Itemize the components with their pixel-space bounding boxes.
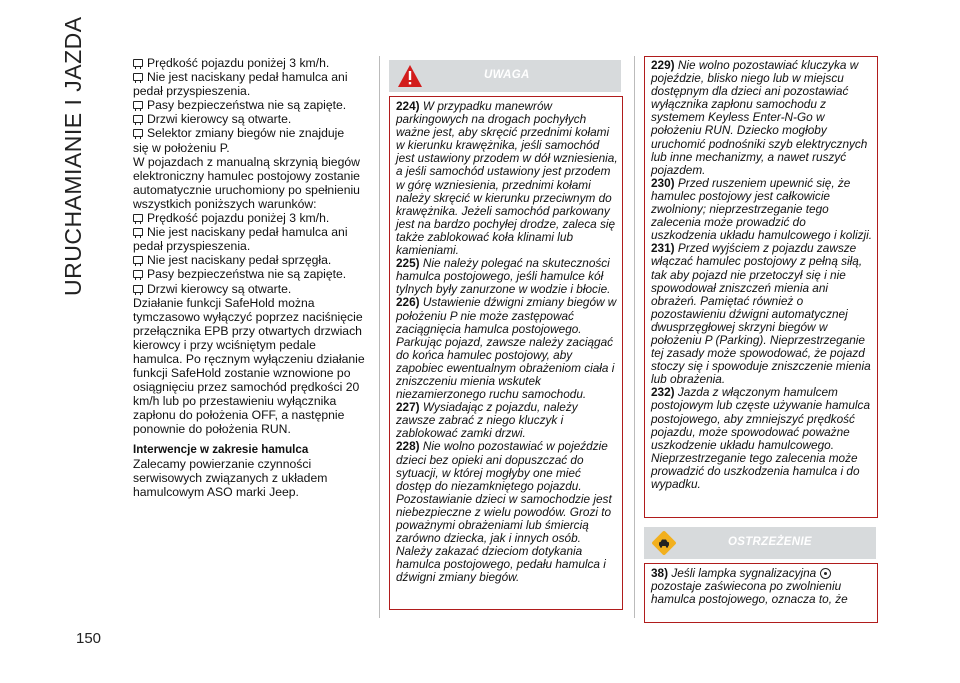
warning-triangle-icon	[397, 64, 423, 88]
list-item: Prędkość pojazdu poniżej 3 km/h.	[133, 211, 368, 225]
list-item: Prędkość pojazdu poniżej 3 km/h.	[133, 56, 368, 70]
brake-warning-light-icon	[820, 568, 831, 579]
warning-item: 226) Ustawienie dźwigni zmiany biegów w położeniu P nie może zastępować zaciągnięcia hamulca postojowego. Parkując pojazd, zawsze należy zaciągać do końca hamulec postojowy, aby zapobiec ewentualnym obrażeniom ciała i zniszczeniu mienia wskutek niezamierzonego ruchu samochodu.	[396, 295, 617, 402]
list-item: Pasy bezpieczeństwa nie są zapięte.	[133, 98, 368, 112]
paragraph-service: Zalecamy powierzanie czynności serwisowych związanych z układem hamulcowym ASO marki Jeep.	[133, 456, 328, 499]
bullet-icon	[133, 256, 143, 264]
warning-text	[396, 100, 618, 584]
list-item-continuation: się w położeniu P.	[133, 140, 230, 155]
main-text-column	[133, 56, 368, 499]
list-item: Nie jest naciskany pedał hamulca ani	[133, 225, 368, 239]
bullet-icon	[133, 285, 143, 293]
list-item: Nie jest naciskany pedał hamulca ani	[133, 70, 368, 84]
caution-text	[651, 567, 873, 606]
caution-title: OSTRZEŻENIE	[728, 536, 812, 548]
caution-item: 38) Jeśli lampka sygnalizacyjna pozostaje zaświecona po zwolnieniu hamulca postojowego, oznacza to, że	[651, 566, 848, 607]
list-item: Nie jest naciskany pedał sprzęgła.	[133, 253, 368, 267]
list-item: Selektor zmiany biegów nie znajduje	[133, 126, 368, 140]
warning-item: 231) Przed wyjściem z pojazdu zawsze włączać hamulec postojowy z pełną siłą, tak aby pojazd nie przetoczył się i nie spowodował zniszczeń mienia ani obrażeń. Pamiętać również o pozostawieniu dźwigni automatycznej dwusprzęgłowej skrzyni biegów w położeniu P (Parking). Nieprzestrzeganie tej zasady może spowodować, że pojazd stoczy się i spowoduje zniszczenie mienia lub obrażenia.	[651, 241, 871, 387]
side-section-title: URUCHAMIANIE I JAZDA	[60, 16, 86, 296]
list-item: Drzwi kierowcy są otwarte.	[133, 282, 368, 296]
warning-text-continued	[651, 59, 873, 491]
warning-item: 232) Jazda z włączonym hamulcem postojowym lub częste używanie hamulca postojowego, aby zmniejszyć prędkość pojazdu, może spowodować poważne uszkodzenie układu hamulcowego. Nieprzestrzeganie tego zalecenia może prowadzić do uszkodzenia hamulca i do wypadku.	[651, 385, 871, 491]
column-divider	[634, 56, 635, 618]
warning-title: UWAGA	[484, 69, 530, 81]
warning-header	[389, 60, 621, 92]
list-item: Drzwi kierowcy są otwarte.	[133, 112, 368, 126]
bullet-icon	[133, 73, 143, 81]
bullet-icon	[133, 270, 143, 278]
bullet-icon	[133, 129, 143, 137]
warning-item: 228) Nie wolno pozostawiać w pojeździe dzieci bez opieki ani dopuszczać do sytuacji, w której mogłyby one mieć dostęp do niezamkniętego pojazdu. Pozostawianie dzieci w samochodzie jest niebezpieczne z wielu powodów. Grozi to poważnymi obrażeniami lub śmiercią zarówno dziecka, jak i innych osób. Należy zakazać dzieciom dotykania hamulca postojowego, pedału hamulca i dźwigni zmiany biegów.	[396, 439, 612, 585]
list-item-continuation: pedał przyspieszenia.	[133, 239, 251, 254]
bullet-icon	[133, 101, 143, 109]
paragraph-manual-gearbox: W pojazdach z manualną skrzynią biegów elektroniczny hamulec postojowy zostanie automatycznie uruchomiony po spełnieniu wszystkich poniższych warunków:	[133, 154, 360, 211]
column-divider	[379, 56, 380, 618]
list-item: Pasy bezpieczeństwa nie są zapięte.	[133, 267, 368, 281]
list-item-continuation: pedał przyspieszenia.	[133, 84, 251, 99]
paragraph-safehold: Działanie funkcji SafeHold można tymczasowo wyłączyć poprzez naciśnięcie przełącznika EPB przy otwartych drzwiach kierowcy i przy wciśniętym pedale hamulca. Po ręcznym wyłączeniu działanie funkcji SafeHold zostanie wznowione po osiągnięciu przez samochód prędkości 20 km/h lub po przestawieniu wyłącznika zapłonu do położenia OFF, a następnie ponownie do położenia RUN.	[133, 295, 365, 437]
caution-car-icon	[652, 531, 676, 555]
warning-item: 227) Wysiadając z pojazdu, należy zawsze zabrać z niego kluczyk i zablokować zamki drzwi.	[396, 400, 578, 441]
bullet-icon	[133, 214, 143, 222]
bullet-icon	[133, 59, 143, 67]
warning-item: 225) Nie należy polegać na skuteczności hamulca postojowego, jeśli hamulce kół tylnych były zanurzone w wodzie i błocie.	[396, 256, 611, 297]
page-number: 150	[76, 630, 102, 647]
warning-item: 230) Przed ruszeniem upewnić się, że hamulec postojowy jest całkowicie zwolniony; nieprzestrzeganie tego zalecenia może prowadzić do uszkodzenia układu hamulcowego i kolizji.	[651, 175, 872, 243]
section-subheading: Interwencje w zakresie hamulca	[133, 442, 309, 456]
caution-header	[644, 527, 876, 559]
warning-item: 224) W przypadku manewrów parkingowych na drogach pochyłych ważne jest, aby skręcić przednimi kołami w kierunku krawężnika, jeśli samochód jest ustawiony przodem w dół wzniesienia, a jeśli samochód ustawiony jest przodem w górę wzniesienia, przednimi kołami należy skręcić w kierunku przeciwnym do krawężnika. Jeżeli samochód parkowany jest na bardzo pochyłej drodze, zaleca się także zablokować koła klinami lub kamieniami.	[396, 99, 618, 258]
warning-item: 229) Nie wolno pozostawiać kluczyka w pojeździe, blisko niego lub w miejscu dostępnym dla dzieci ani pozostawiać wyłącznika zapłonu samochodu z systemem Keyless Enter-N-Go w położeniu RUN. Dziecko mogłoby uruchomić podnośniki szyb elektrycznych lub inne mechanizmy, a nawet ruszyć pojazdem.	[651, 58, 868, 177]
bullet-icon	[133, 115, 143, 123]
bullet-icon	[133, 228, 143, 236]
